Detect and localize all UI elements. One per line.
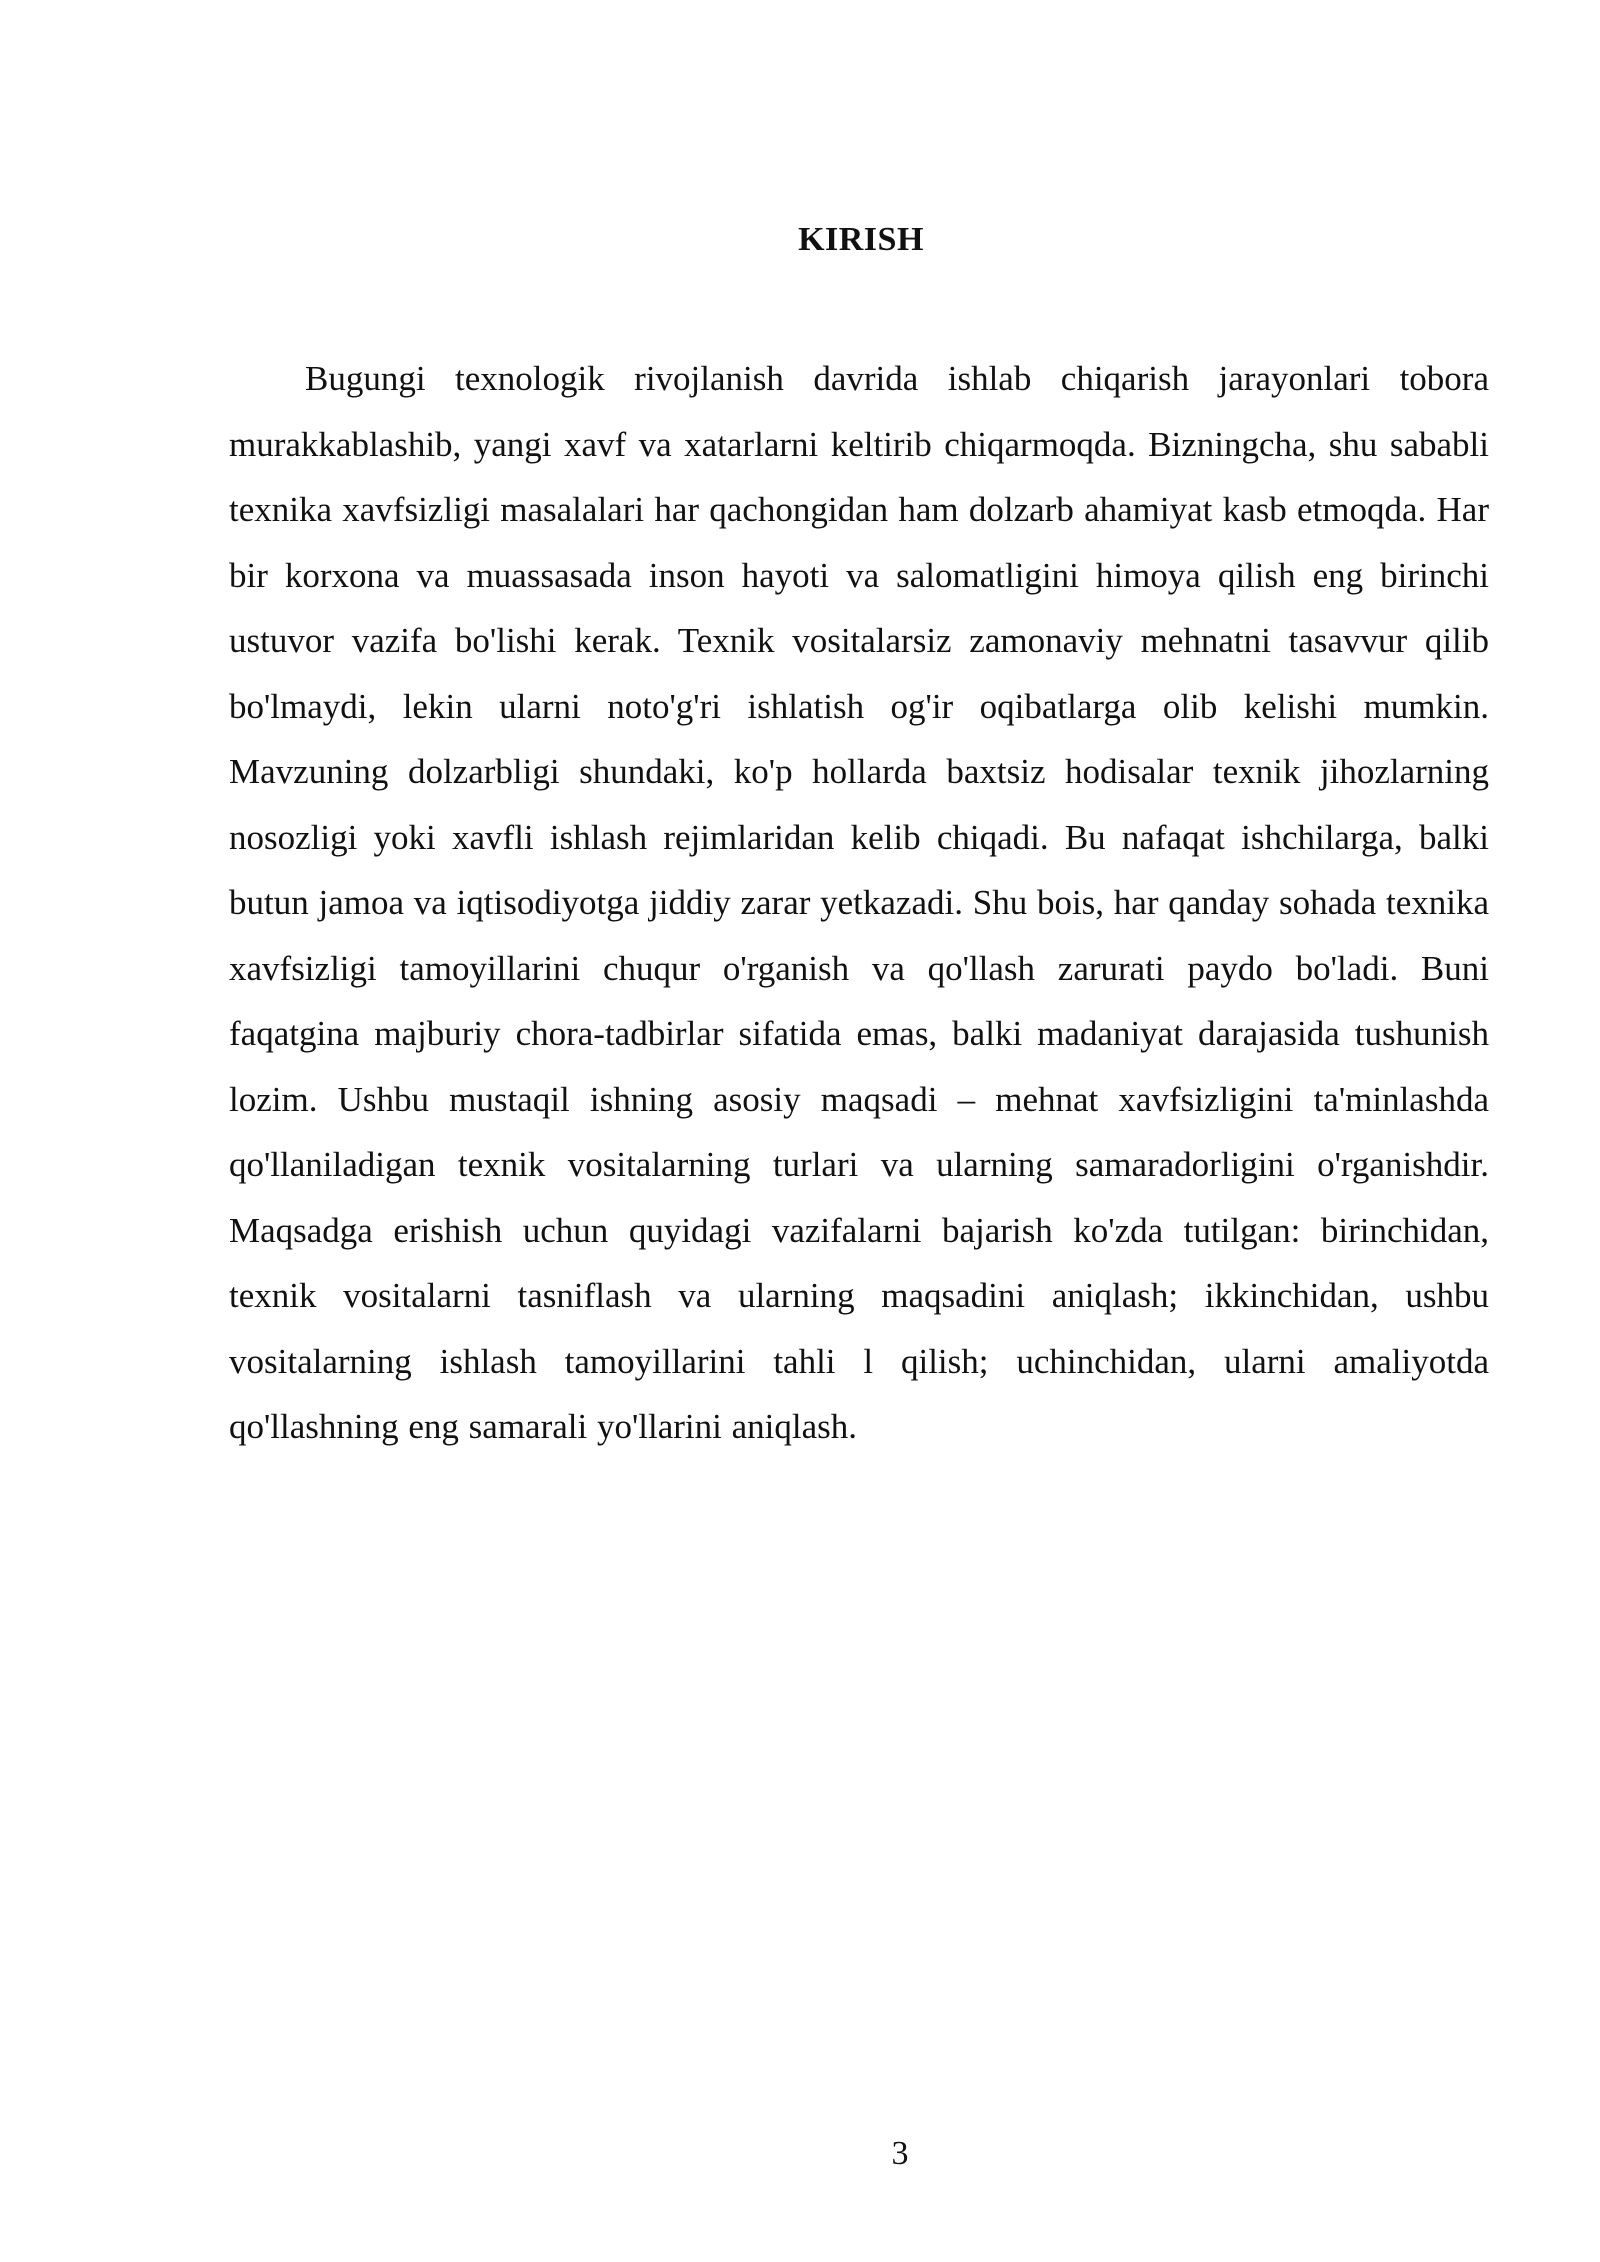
section-heading: KIRISH <box>798 221 924 258</box>
page-number: 3 <box>891 2135 909 2172</box>
body-paragraph: Bugungi texnologik rivojlanish davrida ishlab chiqarish jarayonlari tobora murakkablashib, yangi xavf va xatarlarni keltirib chiqarmoqda. Bizningcha, shu sababli texnika xavfsizligi masalalari har qachongidan ham dolzarb ahamiyat kasb etmoqda. Har bir korxona va muassasada inson hayoti va salomatligini himoya qilish eng birinchi ustuvor vazifa bo'lishi kerak. Texnik vositalarsiz zamonaviy mehnatni tasavvur qilib bo'lmaydi, lekin ularni noto'g'ri ishlatish og'ir oqibatlarga olib kelishi mumkin. Mavzuning dolzarbligi shundaki, ko'p hollarda baxtsiz hodisalar texnik jihozlarning nosozligi yoki xavfli ishlash rejimlaridan kelib chiqadi. Bu nafaqat ishchilarga, balki butun jamoa va iqtisodiyotga jiddiy zarar yetkazadi. Shu bois, har qanday sohada texnika xavfsizligi tamoyillarini chuqur o'rganish va qo'llash zarurati paydo bo'ladi. Buni faqatgina majburiy chora-tadbirlar sifatida emas, balki madaniyat darajasida tushunish lozim. Ushbu mustaqil ishning asosiy maqsadi – mehnat xavfsizligini ta'minlashda qo'llaniladigan texnik vositalarning turlari va ularning samaradorligini o'rganishdir. Maqsadga erishish uchun quyidagi vazifalarni bajarish ko'zda tutilgan: birinchidan, texnik vositalarni tasniflash va ularning maqsadini aniqlash; ikkinchidan, ushbu vositalarning ishlash tamoyillarini tahli l qilish; uchinchidan, ularni amaliyotda qo'llashning eng samarali yo'llarini aniqlash. <box>229 359 1490 1446</box>
